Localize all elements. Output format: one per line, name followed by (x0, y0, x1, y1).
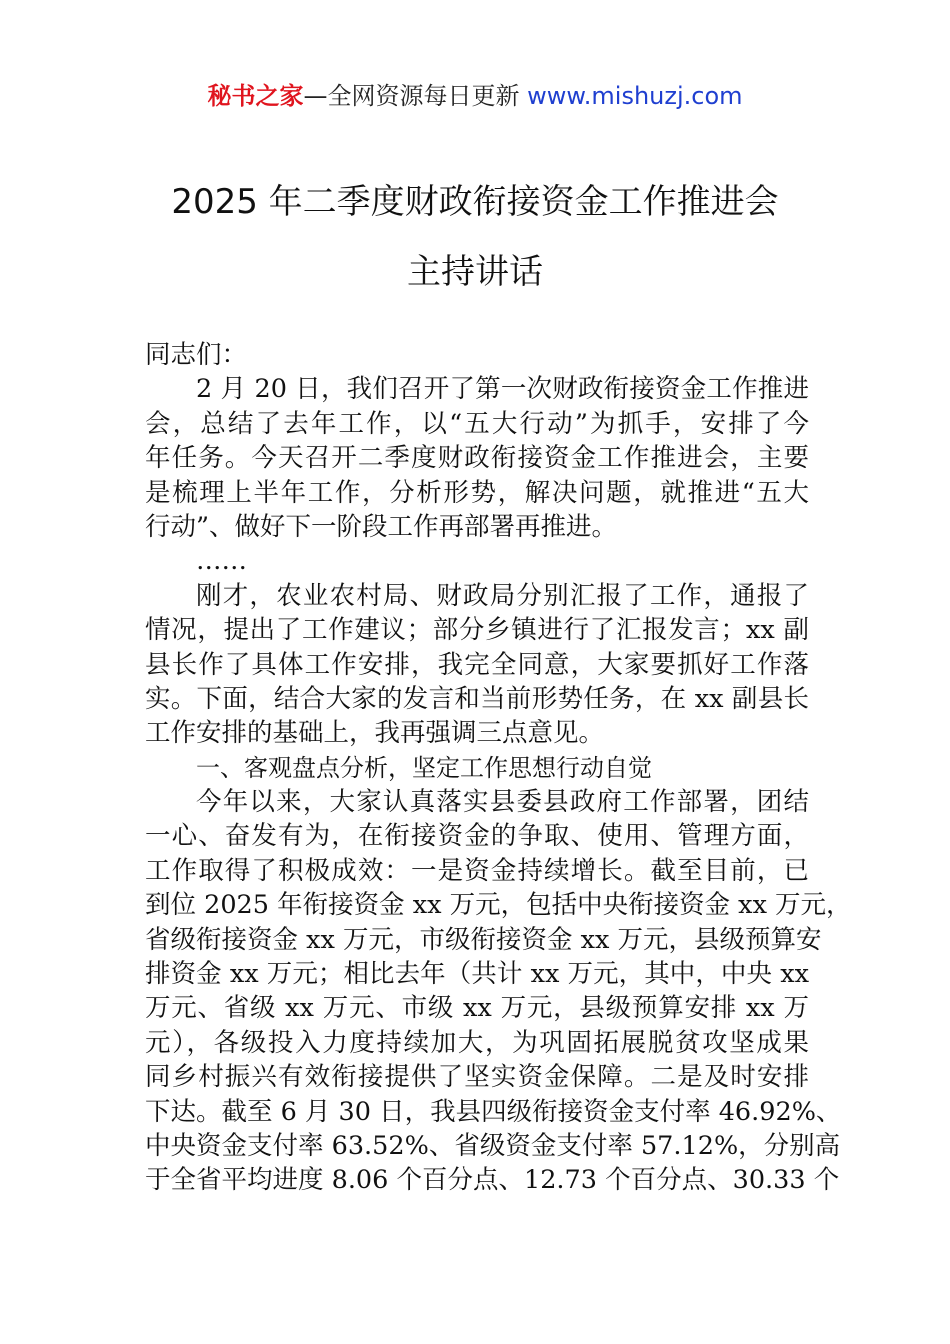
paragraph-line: 一心、奋发有为，在衔接资金的争取、使用、管理方面， (145, 821, 809, 852)
salutation: 同志们： (145, 340, 248, 370)
paragraph-line: 排资金 xx 万元；相比去年（共计 xx 万元，其中，中央 xx (145, 959, 809, 990)
site-url-link[interactable]: www.mishuzj.com (527, 82, 743, 110)
paragraph-line: 万元、省级 xx 万元、市级 xx 万元，县级预算安排 xx 万 (145, 993, 809, 1024)
paragraph-line: 同乡村振兴有效衔接提供了坚实资金保障。二是及时安排 (145, 1062, 809, 1093)
paragraph-line: 情况，提出了工作建议；部分乡镇进行了汇报发言；xx 副 (145, 615, 809, 646)
ellipsis-line: …… (196, 546, 247, 577)
paragraph-line: 会，总结了去年工作，以“五大行动”为抓手，安排了今 (145, 408, 809, 439)
paragraph-line: 刚才，农业农村局、财政局分别汇报了工作，通报了 (196, 580, 809, 611)
paragraph-line: 今年以来，大家认真落实县委县政府工作部署，团结 (196, 787, 809, 818)
site-header (0, 80, 950, 112)
paragraph-line: 下达。截至 6 月 30 日，我县四级衔接资金支付率 46.92%、 (145, 1096, 842, 1127)
paragraph-line: 工作取得了积极成效：一是资金持续增长。截至目前，已 (145, 855, 809, 886)
paragraph-line: 是梳理上半年工作，分析形势，解决问题，就推进“五大 (145, 477, 809, 508)
paragraph-line: 工作安排的基础上，我再强调三点意见。 (145, 718, 605, 749)
paragraph-line: 2 月 20 日，我们召开了第一次财政衔接资金工作推进 (196, 374, 809, 405)
brand-name: 秘书之家 (207, 82, 304, 110)
paragraph-line: 元），各级投入力度持续加大，为巩固拓展脱贫攻坚成果 (145, 1027, 809, 1058)
paragraph-line: 年任务。今天召开二季度财政衔接资金工作推进会，主要 (145, 443, 809, 474)
document-body (145, 338, 852, 1198)
paragraph-line: 到位 2025 年衔接资金 xx 万元，包括中央衔接资金 xx 万元， (145, 890, 852, 921)
section-heading: 一、客观盘点分析，坚定工作思想行动自觉 (196, 753, 652, 782)
paragraph-line: 实。下面，结合大家的发言和当前形势任务，在 xx 副县长 (145, 683, 809, 714)
paragraph-line: 于全省平均进度 8.06 个百分点、12.73 个百分点、30.33 个 (145, 1165, 840, 1196)
paragraph-line: 中央资金支付率 63.52%、省级资金支付率 57.12%，分别高 (145, 1130, 841, 1161)
document-title-line2: 主持讲话 (407, 252, 543, 292)
paragraph-line: 县长作了具体工作安排，我完全同意，大家要抓好工作落 (145, 649, 809, 680)
document-title: 2025 年二季度财政衔接资金工作推进会 (171, 182, 779, 222)
paragraph-line: 省级衔接资金 xx 万元，市级衔接资金 xx 万元，县级预算安 (145, 924, 822, 955)
paragraph-line: 行动”、做好下一阶段工作再部署再推进。 (145, 511, 618, 542)
header-slogan: —全网资源每日更新 (303, 82, 528, 110)
